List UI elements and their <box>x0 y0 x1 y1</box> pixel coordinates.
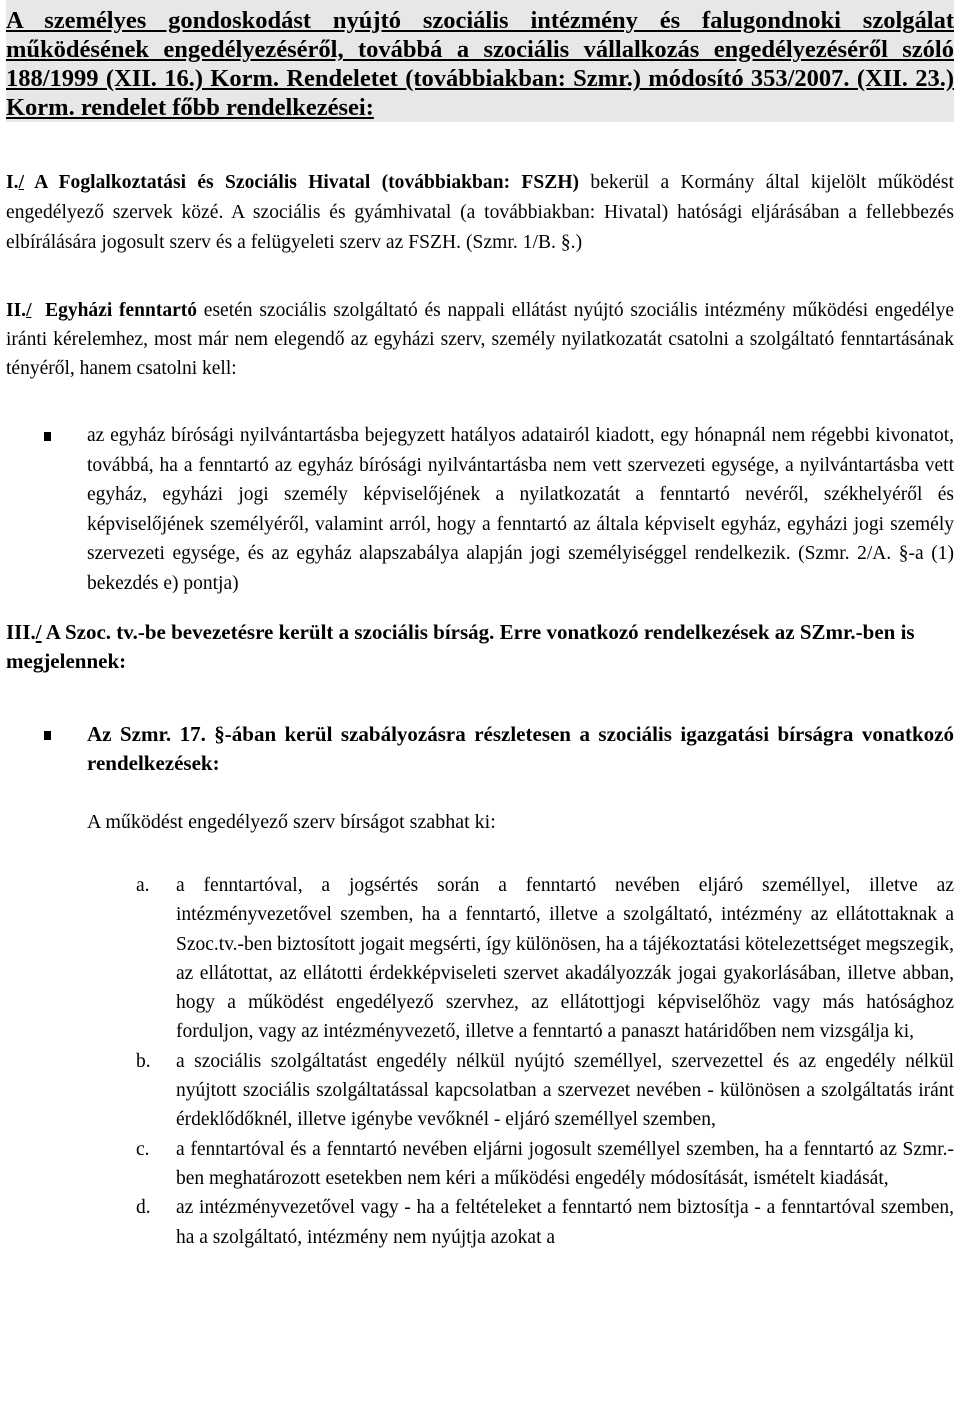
list-item-letter: a. <box>136 875 150 896</box>
section-1-marker <box>6 172 579 193</box>
fine-intro: A működést engedélyező szerv bírságot szabhat ki: <box>87 811 496 833</box>
list-item <box>6 1047 954 1135</box>
section-1-lead: A Foglalkoztatási és Szociális Hivatal (továbbiakban: FSZH) <box>24 172 580 193</box>
list-item <box>6 1135 954 1194</box>
section-3-heading <box>6 618 954 676</box>
section-2-lead: Egyházi fenntartó <box>31 300 198 321</box>
section-2-marker <box>6 300 197 321</box>
section-2-number: II. <box>6 300 27 321</box>
section-1 <box>6 168 954 258</box>
section-2-slash: / <box>26 300 32 321</box>
section-3-text: A Szoc. tv.-be bevezetésre került a szociális bírság. Erre vonatkozó rendelkezések az SZmr.-ben is megjelennek: <box>6 620 915 673</box>
list-item <box>6 871 954 1047</box>
fine-list <box>6 871 954 1252</box>
list-item-text: a fenntartóval, a jogsértés során a fenntartó nevében eljáró személlyel, illetve az intézményvezetővel szemben, ha a fenntartó, illetve a szolgáltató, intézmény az ellátottaknak a Szoc.tv.-ben biztosított jogait megsérti, így különösen, ha a tájékoztatási kötelezettséget megszegik, az ellátottat, az ellátotti érdekképviseleti szervet akadályozzák jogai gyakorlásában, illetve abban, hogy a működést engedélyező szervhez, az ellátottjogi képviselőhöz vagy más hatósághoz forduljon, vagy az intézményvezető, illetve a fenntartó a panaszt határidőben nem vizsgálja ki, <box>176 875 954 1043</box>
section-1-text: bekerül a Kormány által kijelölt működést engedélyező szervek közé. A szociális és gyámhivatal (a továbbiakban: Hivatal) hatósági eljárásában a fellebbezés elbírálására jogosult szerv és a felügyeleti szerv az FSZH. (Szmr. 1/B. §.) <box>6 172 954 253</box>
list-item-letter: d. <box>136 1197 151 1219</box>
section-3-number: III. <box>6 620 36 644</box>
section-3-slash: / <box>35 620 42 644</box>
section-2-bullet <box>6 421 954 598</box>
section-1-number: I. <box>6 172 19 193</box>
list-item-text: az intézményvezetővel vagy - ha a feltételeket a fenntartó nem biztosítja - a fenntartóval szemben, ha a szolgáltató, intézmény nem nyújtja azokat a <box>176 1197 954 1248</box>
document-title: A személyes gondoskodást nyújtó szociális intézmény és falugondnoki szolgálat működésének engedélyezéséről, továbbá a szociális vállalkozás engedélyezéséről szóló 188/1999 (XII. 16.) Korm. Rendeletet (továbbiakban: Szmr.) módosító 353/2007. (XII. 23.) Korm. rendelet főbb rendelkezései: <box>6 0 954 122</box>
list-item <box>6 1193 954 1252</box>
section-3-bullet <box>6 720 954 778</box>
square-bullet-icon <box>44 731 51 740</box>
section-1-slash: / <box>18 172 25 193</box>
list-item-text: a szociális szolgáltatást engedély nélkül nyújtó személlyel, szervezettel és az engedély nélkül nyújtott szociális szolgáltatással kapcsolatban a szervezet nevében - különösen a szolgáltatás iránt érdeklődőknél, illetve igénybe vevőknél - eljáró személlyel szemben, <box>176 1050 954 1131</box>
list-item-letter: b. <box>136 1050 151 1072</box>
square-bullet-icon <box>44 432 51 441</box>
section-2-bullet-text: az egyház bírósági nyilvántartásba bejegyzett hatályos adatairól kiadott, egy hónapnál nem régebbi kivonatot, továbbá, ha a fenntartó az egyház bírósági nyilvántartásba nem vett szervezeti egysége, a nyilvántartásba vett egyház, egyházi jogi személy képviselőjének a nyilatkozatát a fenntartó nevéről, székhelyéről és képviselőjének személyéről, valamint arról, hogy a fenntartó az általa képviselt egyház, egyházi jogi személy szervezeti egysége, és az egyház alapszabálya alapján jogi személyiséggel rendelkezik. (Szmr. 2/A. §-a (1) bekezdés e) pontja) <box>87 425 954 594</box>
list-item-text: a fenntartóval és a fenntartó nevében eljárni jogosult személlyel szemben, ha a fenntartó az Szmr.-ben meghatározott esetekben nem kéri a működési engedély módosítását, ismételt kiadását, <box>176 1138 954 1189</box>
section-3-bullet-text: Az Szmr. 17. §-ában kerül szabályozásra részletesen a szociális igazgatási bírságra vonatkozó rendelkezések: <box>87 722 954 775</box>
section-2 <box>6 296 954 383</box>
section-2-text: esetén szociális szolgáltató és nappali ellátást nyújtó szociális intézmény működési engedélye iránti kérelemhez, most már nem elegendő az egyházi szerv, személy nyilatkozatát csatolni a szolgáltató fenntartásának tényéről, hanem csatolni kell: <box>6 300 954 379</box>
document-page <box>6 0 954 1252</box>
list-item-letter: c. <box>136 1138 150 1160</box>
